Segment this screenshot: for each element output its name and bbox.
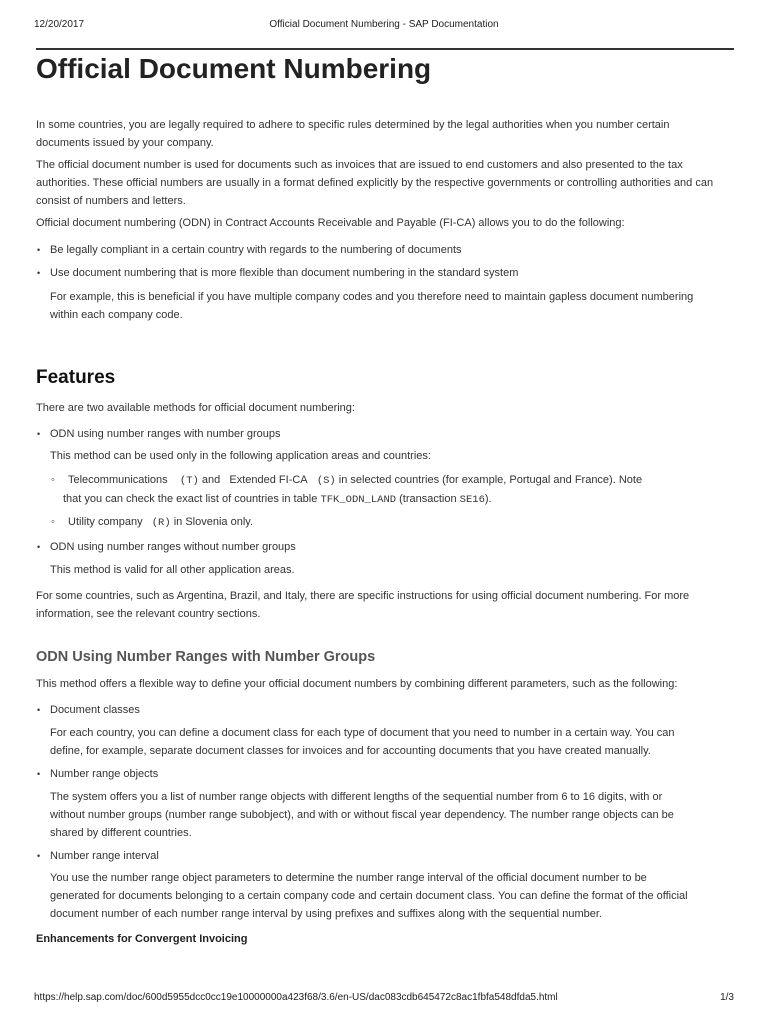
list-item: • ODN using number ranges without number groups — [50, 538, 730, 556]
list-item: • Number range interval — [50, 847, 730, 865]
page-url: https://help.sap.com/doc/600d5955dcc0cc19e10000000a423f68/3.6/en-US/dac083cdb645472c8ac1fbfa548dfda5.html — [34, 992, 558, 1003]
page-number: 1/3 — [720, 992, 734, 1003]
sub-list-item: ◦ Utility company (R) in Slovenia only. — [68, 513, 708, 532]
intro-paragraph-3: Official document numbering (ODN) in Contract Accounts Receivable and Payable (FI-CA) allows you to do the following: — [36, 217, 625, 229]
odn-intro: This method offers a flexible way to define your official document numbers by combining different parameters, such as the following: — [36, 678, 678, 690]
list-item: • Document classes — [50, 701, 730, 719]
intro-paragraph-2: The official document number is used for documents such as invoices that are issued to end customers and also presented to the tax authorities. These official numbers are usually in a format defined explicitly by the respective governments or controlling authorities and can consist of numbers and letters. — [36, 159, 714, 207]
odn-heading: ODN Using Number Ranges with Number Groups — [36, 649, 376, 665]
print-header — [34, 19, 734, 33]
method-note: This method can be used only in the following application areas and countries: — [50, 450, 431, 462]
sub-list-item: ◦ Telecommunications (T) and Extended FI-CA (S) in selected countries (for example, Portugal and France). Note that you can check the exact list of countries in table TFK_ODN_LAND (transaction SE16). — [68, 471, 708, 509]
list-item: • ODN using number ranges with number groups — [50, 425, 730, 443]
enhancements-heading: Enhancements for Convergent Invoicing — [36, 933, 248, 945]
page-title: Official Document Numbering — [36, 53, 432, 84]
features-heading: Features — [36, 367, 116, 388]
list-item-note: For example, this is beneficial if you have multiple company codes and you therefore need to maintain gapless document numbering within each company code. — [50, 291, 694, 321]
countries-paragraph: For some countries, such as Argentina, Brazil, and Italy, there are specific instructions for using official document numbering. For more information, see the relevant country sections. — [36, 590, 690, 620]
print-title: Official Document Numbering - SAP Documentation — [269, 19, 499, 30]
list-item-text: The system offers you a list of number range objects with different lengths of the sequential number from 6 to 16 digits, with or without number groups (number range subobject), and with or without fiscal year dependency. The number range objects can be shared by different countries. — [50, 791, 674, 839]
list-item-text: You use the number range object parameters to determine the number range interval of the official document number to be generated for documents belonging to a certain company code and certain document class. You can define the format of the official document number of each number range interval by using prefixes and suffixes along with the sequential number. — [50, 872, 688, 920]
list-item: • Be legally compliant in a certain country with regards to the numbering of documents — [50, 241, 730, 259]
title-rule — [36, 48, 734, 50]
list-item-text: For each country, you can define a document class for each type of document that you need to number in a certain way. You can define, for example, separate document classes for invoices and for accounting documents that you have created manually. — [50, 727, 675, 757]
intro-paragraph-1: In some countries, you are legally required to adhere to specific rules determined by the legal authorities when you number certain documents issued by your company. — [36, 119, 670, 149]
method-note: This method is valid for all other application areas. — [50, 564, 295, 576]
list-item: • Number range objects — [50, 765, 730, 783]
print-date: 12/20/2017 — [34, 19, 85, 30]
features-intro: There are two available methods for official document numbering: — [36, 402, 355, 414]
list-item: • Use document numbering that is more flexible than document numbering in the standard system — [50, 264, 730, 282]
